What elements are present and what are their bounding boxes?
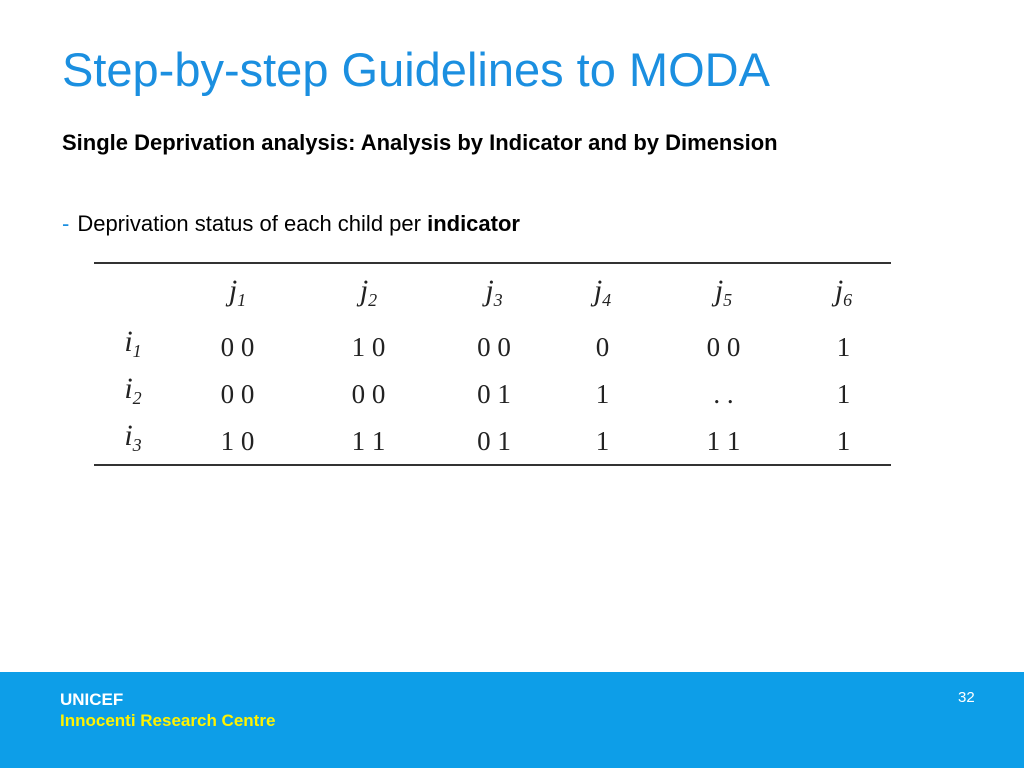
table-cell: 0 1 [477, 378, 511, 409]
column-header: $j_1$ [228, 274, 247, 310]
table-cell: 1 1 [706, 425, 741, 456]
table-cell: 0 0 [706, 331, 741, 362]
corner-cell [94, 263, 172, 323]
bullet-emphasis: indicator [427, 211, 520, 236]
table-cell: 0 0 [351, 378, 386, 409]
table-cell: 0 1 [477, 425, 511, 456]
column-header: $j_4$ [593, 274, 612, 310]
table-row [94, 417, 891, 465]
page-number: 32 [958, 689, 975, 706]
org-subtitle: Innocenti Research Centre [60, 711, 276, 730]
row-header: $i_2$ [124, 372, 142, 408]
table-cell: 0 0 [220, 378, 255, 409]
table-cell: . . [713, 378, 734, 409]
row-header: $i_3$ [124, 419, 142, 455]
table-cell: 0 0 [477, 331, 511, 362]
column-header: $j_2$ [359, 274, 378, 310]
table-cell: 0 0 [220, 331, 255, 362]
slide-title: Step-by-step Guidelines to MODA [62, 43, 770, 96]
table-cell: 1 1 [351, 425, 386, 456]
table-cell: 1 [836, 378, 851, 409]
header-row [94, 263, 891, 323]
table-cell: 1 [836, 331, 851, 362]
table-cell: 1 [595, 378, 610, 409]
table-cell: 1 0 [220, 425, 255, 456]
column-header: $j_6$ [834, 274, 853, 310]
deprivation-matrix [94, 262, 891, 466]
table-cell: 1 0 [351, 331, 386, 362]
bullet-item [62, 210, 520, 238]
table-row [94, 323, 891, 370]
table-cell: 1 [595, 425, 610, 456]
column-header: $j_3$ [485, 274, 503, 310]
column-header: $j_5$ [714, 274, 733, 310]
table-cell: 1 [836, 425, 851, 456]
table-row [94, 370, 891, 417]
bullet-marker: - [62, 211, 70, 236]
table-cell: 0 [595, 331, 610, 362]
slide-subtitle: Single Deprivation analysis: Analysis by Indicator and by Dimension [62, 130, 778, 155]
org-name: UNICEF [60, 690, 124, 709]
row-header: $i_1$ [124, 325, 142, 361]
bullet-text: Deprivation status of each child per [77, 211, 428, 236]
